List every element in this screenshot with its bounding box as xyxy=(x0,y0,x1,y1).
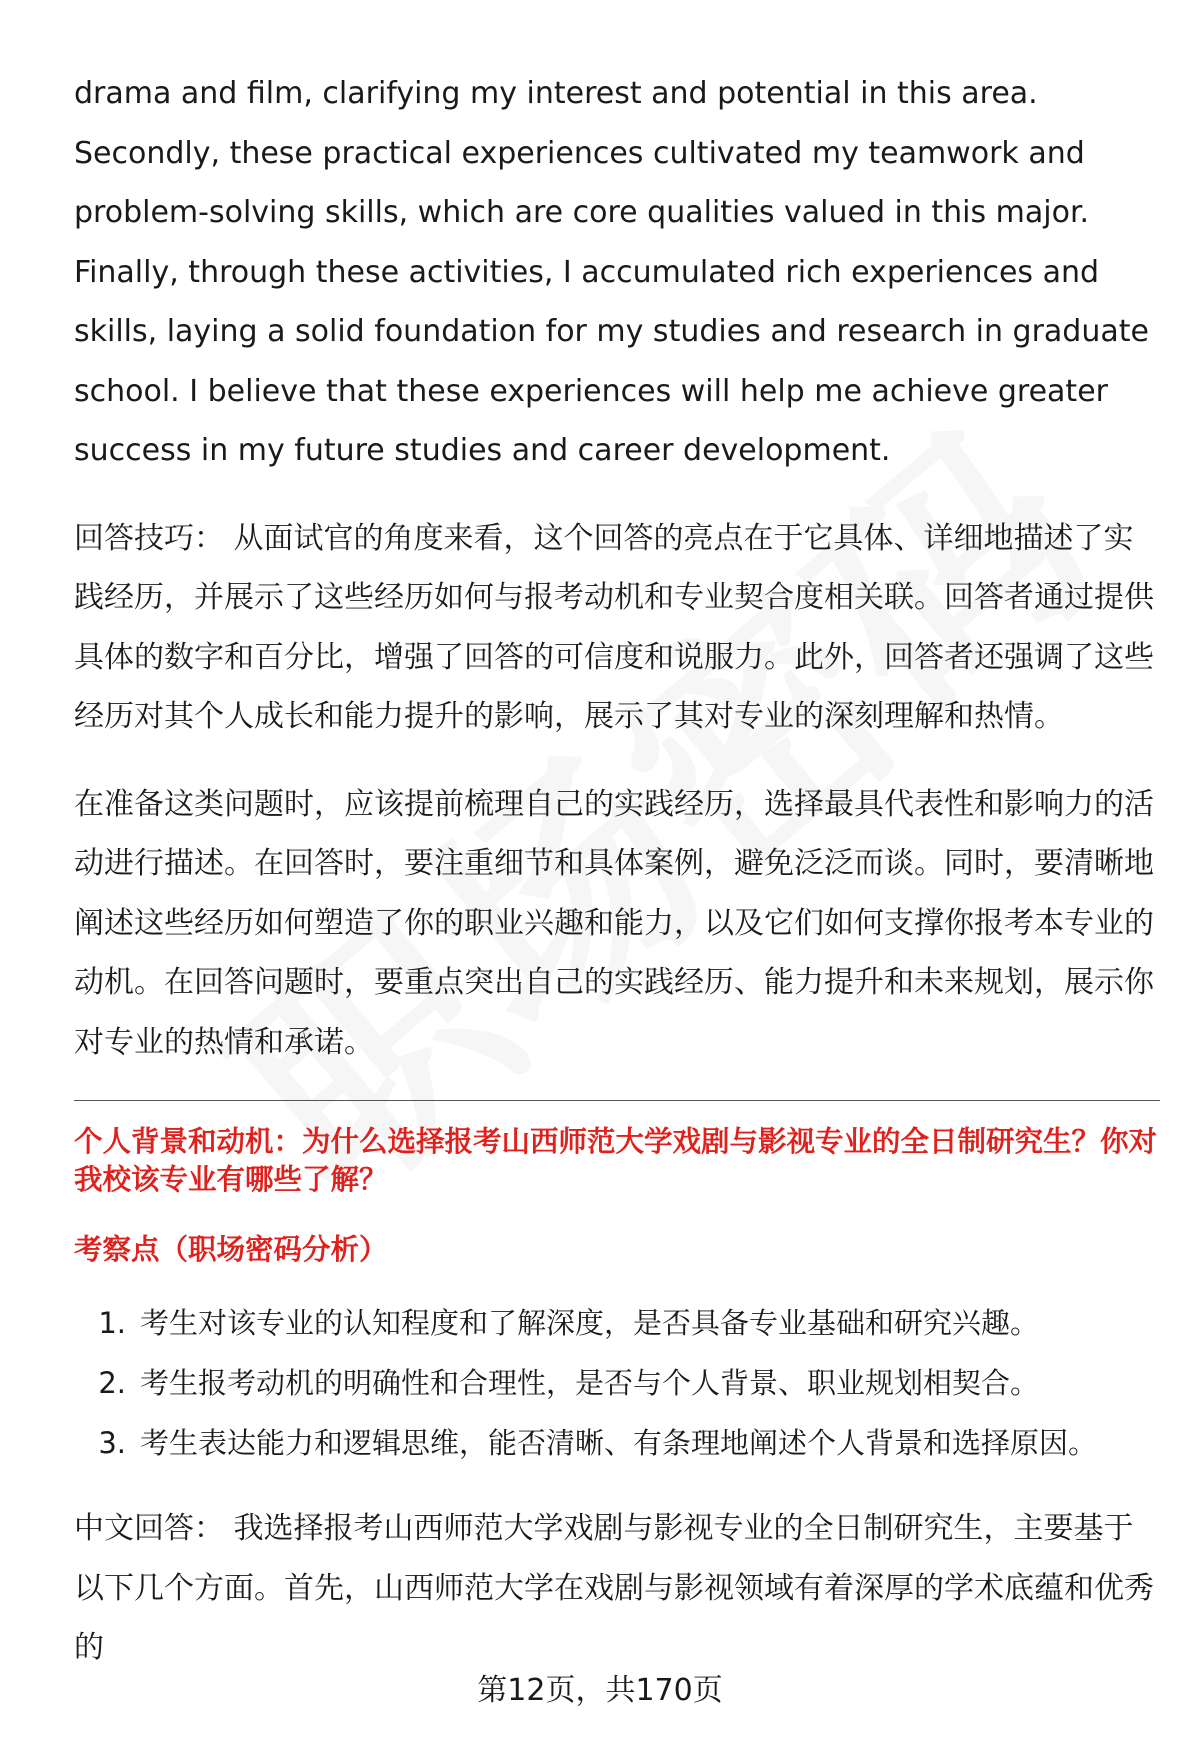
list-item xyxy=(74,1353,1160,1413)
list-text: 考生表达能力和逻辑思维，能否清晰、有条理地阐述个人背景和选择原因。 xyxy=(140,1426,1098,1460)
answer-paragraph xyxy=(74,1499,1160,1678)
list-item xyxy=(74,1413,1160,1473)
tip-text: 从面试官的角度来看，这个回答的亮点在于它具体、详细地描述了实践经历，并展示了这些经历如何与报考动机和专业契合度相关联。回答者通过提供具体的数字和百分比，增强了回答的可信度和说服力。此外，回答者还强调了这些经历对其个人成长和能力提升的影响，展示了其对专业的深刻理解和热情。 xyxy=(74,520,1154,734)
list-text: 考生报考动机的明确性和合理性，是否与个人背景、职业规划相契合。 xyxy=(140,1366,1040,1400)
answer-label: 中文回答： xyxy=(74,1511,224,1546)
tip-paragraph xyxy=(74,509,1160,747)
section-title: 考察点（职场密码分析） xyxy=(74,1233,388,1266)
advice-paragraph: 在准备这类问题时，应该提前梳理自己的实践经历，选择最具代表性和影响力的活动进行描述。在回答时，要注重细节和具体案例，避免泛泛而谈。同时，要清晰地阐述这些经历如何塑造了你的职业兴趣和能力，以及它们如何支撑你报考本专业的动机。在回答问题时，要重点突出自己的实践经历、能力提升和未来规划，展示你对专业的热情和承诺。 xyxy=(74,786,1154,1060)
list-number: 2. xyxy=(98,1366,126,1400)
list-number: 1. xyxy=(98,1306,126,1340)
list-text: 考生对该专业的认知程度和了解深度，是否具备专业基础和研究兴趣。 xyxy=(140,1306,1040,1340)
tip-label: 回答技巧： xyxy=(74,520,224,556)
section-divider xyxy=(74,1100,1160,1101)
answer-text: 我选择报考山西师范大学戏剧与影视专业的全日制研究生，主要基于以下几个方面。首先，山西师范大学在戏剧与影视领域有着深厚的学术底蕴和优秀的 xyxy=(74,1511,1154,1665)
intro-paragraph: drama and film, clarifying my interest and potential in this area. Secondly, these practical experiences cultivated my teamwork and problem-solving skills, which are core qualities valued in this major. Finally, through these activities, I accumulated rich experiences and skills, laying a solid foundation for my studies and research in graduate school. I believe that these experiences will help me achieve greater success in my future studies and career development. xyxy=(74,76,1149,468)
page-footer: 第12页，共170页 xyxy=(477,1673,723,1708)
document-page xyxy=(74,64,1160,1706)
list-number: 3. xyxy=(98,1426,126,1460)
list-item xyxy=(74,1293,1160,1353)
points-list xyxy=(74,1293,1160,1473)
question-title: 个人背景和动机：为什么选择报考山西师范大学戏剧与影视专业的全日制研究生？你对我校该专业有哪些了解？ xyxy=(74,1125,1158,1196)
